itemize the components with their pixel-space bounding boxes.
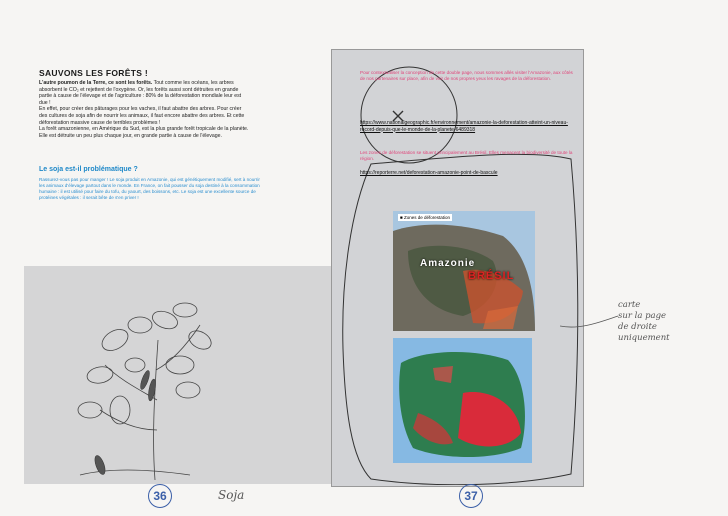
source-link-1[interactable]: https://www.nationalgeographic.fr/environnement/amazonie-la-deforestation-atteint-un-niveau-record-depuis-que-le-monde-de-la-planete-6489318 (360, 120, 568, 133)
handwritten-map-note: carte sur la page de droite uniquement (618, 300, 670, 343)
page-number-left: 36 (148, 484, 172, 508)
soja-heading: Le soja est-il problématique ? (39, 166, 138, 173)
map-legend: ■ Zones de déforestation (400, 215, 450, 220)
map-label-bresil: BRÉSIL (468, 270, 515, 282)
soja-paragraph: Rassurez-vous pas pour manger ! Le soja produit en Amazonie, qui est génétiquement modifié, sert à nourrir les animaux d'élevage partout dans le monde. En France, on fait pousser du soja destiné à la consommation humaine : il est utilisé pour faire du tofu, du yaourt, des boissons, etc. Le soja est une excellente source de protéines végétales : il serait bête de s'en priver ! (39, 177, 260, 200)
intro-text-1: Tout comme les océans, les arbres absorbent le CO₂ et rejettent de l'oxygène. Or, les forêts aussi sont détruites en grande partie à cause de l'élevage et de l'agriculture : 80% de la déforestation mondiale leur est due ! (39, 80, 242, 106)
page-number-right: 37 (459, 484, 483, 508)
handwritten-soja-note: Soja (218, 488, 245, 502)
pink-note-1: Pour contextualiser la conception de cette double page, nous sommes allés visiter l'Amazonie, aux côtés de nos partenaires sur place, afin de voir de nos propres yeux les ravages de la déforestation. (360, 70, 573, 81)
pink-note-2: Les zones de déforestation se situent principalement au Brésil. Elles menacent la biodiversité de toute la région. (360, 150, 573, 161)
intro-bold: L'autre poumon de la Terre, ce sont les forêts. (39, 80, 153, 86)
source-link-2[interactable]: https://reporterre.net/deforestation-amazonie-point-de-bascule (360, 170, 498, 176)
satellite-map-amazonie (393, 338, 532, 463)
section-title: SAUVONS LES FORÊTS ! (39, 68, 148, 78)
soja-plant-sketch (60, 280, 230, 480)
map-satellite-graphic (393, 338, 532, 463)
intro-paragraph (39, 80, 251, 139)
intro-text-3: La forêt amazonienne, en Amérique du Sud, est la plus grande forêt tropicale de la planète. Elle est détruite un peu plus chaque jour, en grande partie à cause de l'élevage. (39, 126, 249, 139)
annotation-arrow (560, 312, 620, 332)
map-label-amazonie: Amazonie (420, 258, 476, 269)
intro-text-2: En effet, pour créer des pâturages pour les vaches, il faut abattre des arbres. Pour créer des cultures de soja afin de nourrir les animaux, il faut encore abattre des arbres. Et cette déforestation massive cause de terribles problèmes ! (39, 106, 245, 126)
